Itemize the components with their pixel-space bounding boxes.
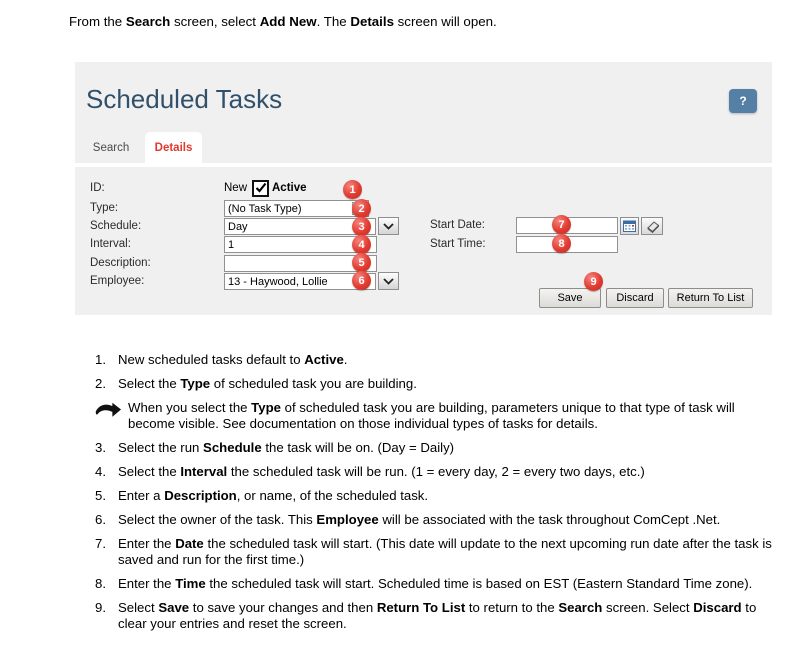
note-arrow-icon	[95, 401, 122, 419]
interval-label: Interval:	[90, 238, 131, 250]
item-text: Select Save to save your changes and then Return To List to return to the Search screen. Select Discard to clear your entries and reset the screen.	[118, 600, 757, 631]
app-screenshot-panel	[75, 62, 772, 315]
discard-button[interactable]: Discard	[606, 288, 664, 308]
item-text: Enter the Date the scheduled task will start. (This date will update to the next upcoming run date after the task is saved and run for the first time.)	[118, 536, 772, 567]
callout-6: 6	[352, 271, 371, 290]
calendar-icon	[623, 220, 636, 232]
start-date-label: Start Date:	[430, 219, 485, 231]
employee-select[interactable]: 13 - Haywood, Lollie	[224, 273, 376, 290]
instruction-item	[95, 376, 790, 392]
item-text: When you select the Type of scheduled task you are building, parameters unique to that type of task will become visible. See documentation on those individual types of tasks for details.	[128, 400, 735, 431]
description-label: Description:	[90, 257, 151, 269]
tab-details[interactable]: Details	[145, 132, 202, 163]
schedule-dropdown-button[interactable]	[378, 217, 399, 235]
item-number: 4.	[95, 464, 106, 479]
callout-9: 9	[584, 272, 603, 291]
callout-3: 3	[352, 217, 371, 236]
callout-1: 1	[343, 180, 362, 199]
item-text: Enter the Time the scheduled task will start. Scheduled time is based on EST (Eastern Standard Time zone).	[118, 576, 753, 591]
item-text: Select the owner of the task. This Employee will be associated with the task throughout ComCept .Net.	[118, 512, 721, 527]
instruction-item	[95, 488, 790, 504]
active-label: Active	[272, 182, 307, 194]
schedule-label: Schedule:	[90, 220, 142, 232]
instruction-item	[95, 576, 790, 592]
callout-5: 5	[352, 253, 371, 272]
chevron-down-icon	[383, 223, 394, 230]
item-number: 9.	[95, 600, 106, 615]
chevron-down-icon	[383, 278, 394, 285]
instruction-list	[95, 352, 790, 640]
item-text: New scheduled tasks default to Active.	[118, 352, 348, 367]
save-button[interactable]: Save	[539, 288, 601, 308]
clear-date-button[interactable]	[641, 217, 663, 235]
item-number: 6.	[95, 512, 106, 527]
item-number: 8.	[95, 576, 106, 591]
employee-dropdown-button[interactable]	[378, 272, 399, 290]
callout-7: 7	[552, 215, 571, 234]
employee-label: Employee:	[90, 275, 145, 287]
id-value: New	[224, 182, 248, 194]
callout-8: 8	[552, 234, 571, 253]
note-arrow	[95, 400, 128, 432]
instruction-item	[95, 512, 790, 528]
item-number: 2.	[95, 376, 106, 391]
tab-strip-divider	[75, 163, 772, 167]
instruction-item	[95, 440, 790, 456]
item-text: Select the Interval the scheduled task will be run. (1 = every day, 2 = every two days, etc.)	[118, 464, 645, 479]
checkbox-check-icon	[254, 181, 268, 195]
tab-search[interactable]: Search	[92, 141, 130, 154]
instruction-item	[95, 536, 790, 568]
id-label: ID:	[90, 182, 105, 194]
item-text: Select the Type of scheduled task you are building.	[118, 376, 417, 391]
item-number: 7.	[95, 536, 106, 551]
item-text: Select the run Schedule the task will be on. (Day = Daily)	[118, 440, 455, 455]
active-checkbox[interactable]	[252, 180, 269, 197]
type-select-value: (No Task Type)	[228, 202, 302, 215]
note-row	[95, 400, 790, 432]
instruction-item	[95, 352, 790, 368]
item-number: 3.	[95, 440, 106, 455]
page-title: Scheduled Tasks	[86, 84, 283, 114]
callout-2: 2	[352, 199, 371, 218]
calendar-picker-button[interactable]	[620, 217, 639, 235]
start-time-label: Start Time:	[430, 238, 486, 250]
help-button[interactable]: ?	[729, 89, 757, 113]
eraser-icon	[644, 220, 660, 233]
type-select[interactable]	[224, 200, 369, 217]
instruction-item	[95, 464, 790, 480]
schedule-select[interactable]: Day	[224, 218, 376, 235]
item-number: 5.	[95, 488, 106, 503]
intro-text: From the Search screen, select Add New. The Details screen will open.	[69, 14, 497, 29]
item-text: Enter a Description, or name, of the scheduled task.	[118, 488, 429, 503]
return-to-list-button[interactable]: Return To List	[668, 288, 753, 308]
type-label: Type:	[90, 202, 119, 214]
instruction-item	[95, 600, 790, 632]
callout-4: 4	[352, 235, 371, 254]
item-number: 1.	[95, 352, 106, 367]
